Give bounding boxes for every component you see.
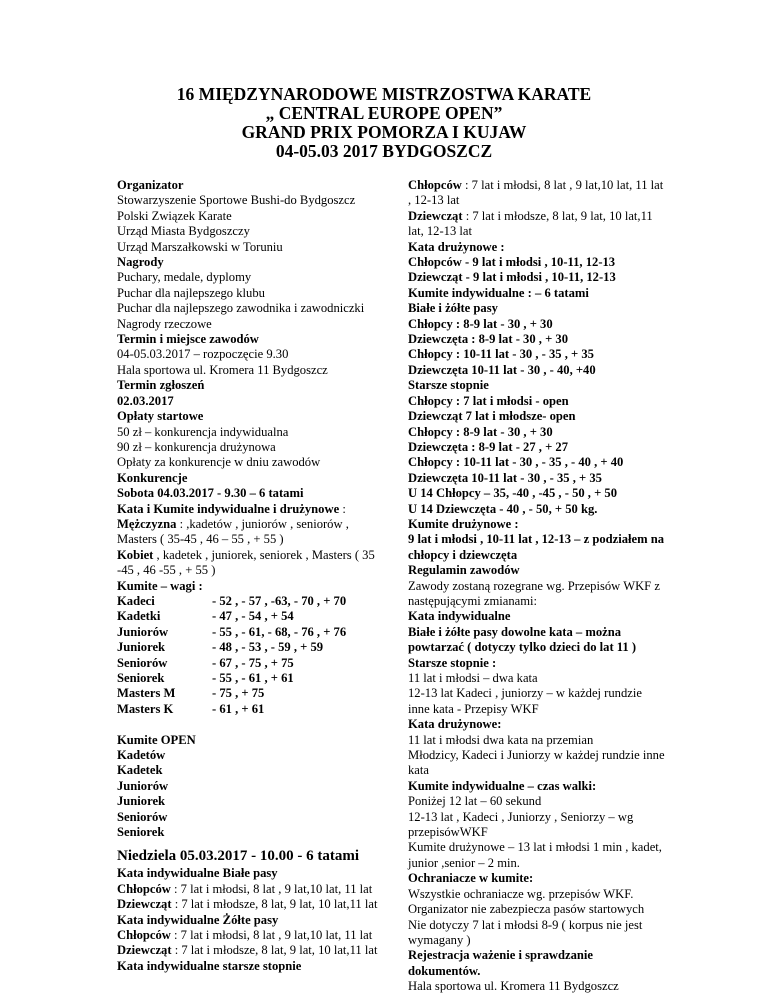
info-line: Termin i miejsce zawodów	[117, 332, 259, 347]
right-line: Młodzicy, Kadeci i Juniorzy w każdej rundzie inne	[408, 748, 665, 763]
right-line: 12-13 lat , Kadeci , Juniorzy , Seniorzy – wg	[408, 809, 634, 824]
title-line-2: „ CENTRAL EUROPE OPEN”	[265, 103, 503, 123]
category-label: Chłopców	[117, 881, 171, 896]
weight-row	[117, 702, 407, 717]
category-ages: : 7 lat i młodsi, 8 lat , 9 lat,10 lat, 11 lat	[170, 928, 373, 943]
info-line: Puchary, medale, dyplomy	[117, 270, 252, 285]
left-column	[117, 178, 407, 974]
info-line: Stowarzyszenie Sportowe Bushi-do Bydgoszcz	[117, 193, 356, 208]
right-line: Kata drużynowe :	[408, 239, 505, 254]
open-category: Seniorów	[117, 809, 168, 824]
right-line	[408, 178, 708, 193]
women-line	[117, 548, 407, 563]
weight-row	[117, 625, 407, 640]
open-category: Juniorek	[117, 794, 166, 809]
weight-classes: - 52 , - 57 , -63, - 70 , + 70	[212, 593, 347, 608]
weight-classes: - 61 , + 61	[212, 701, 265, 716]
right-line: Starsze stopnie :	[408, 655, 497, 670]
info-line: Urząd Miasta Bydgoszczy	[117, 224, 250, 239]
right-line: 9 lat i młodsi , 10-11 lat , 12-13 – z podziałem na	[408, 532, 665, 547]
category-ages: : 7 lat i młodsi, 8 lat , 9 lat,10 lat, 11 lat	[461, 178, 664, 192]
right-line: Starsze stopnie	[408, 378, 489, 393]
sunday-heading: Niedziela 05.03.2017 - 10.00 - 6 tatami	[117, 848, 360, 865]
category-ages: : 7 lat i młodsze, 8 lat, 9 lat, 10 lat,11	[462, 208, 653, 223]
category-label: Dziewcząt	[408, 208, 463, 223]
right-line: inne kata - Przepisy WKF	[408, 701, 539, 716]
sunday-schedule	[117, 866, 407, 974]
right-line: Dziewcząt - 9 lat i młodsi , 10-11, 12-13	[408, 270, 616, 285]
women-line-2: -45 , 46 -55 , + 55 )	[117, 563, 216, 578]
right-line: Białe i żółte pasy dowolne kata – można	[408, 624, 622, 639]
right-line: następującymi zmianami:	[408, 593, 538, 608]
sunday-line	[117, 928, 407, 943]
right-line: kata	[408, 763, 429, 778]
weight-category: Seniorek	[117, 671, 165, 685]
right-line: Chłopców - 9 lat i młodsi , 10-11, 12-13	[408, 255, 616, 270]
info-line: Puchar dla najlepszego klubu	[117, 285, 265, 300]
men-line	[117, 517, 407, 532]
right-line: Nie dotyczy 7 lat i młodsi 8-9 ( korpus nie jest	[408, 917, 643, 932]
weight-category: Kadeci	[117, 593, 155, 608]
info-line: Nagrody rzeczowe	[117, 316, 212, 331]
info-line: Opłaty za konkurencje w dniu zawodów	[117, 455, 321, 470]
right-line: Kumite indywidualne : – 6 tatami	[408, 285, 589, 300]
sunday-line: Kata indywidualne starsze stopnie	[117, 958, 302, 973]
right-line: Chłopcy : 8-9 lat - 30 , + 30	[408, 316, 553, 331]
open-category: Kadetów	[117, 748, 166, 763]
kumite-open-list	[117, 733, 407, 841]
weight-row	[117, 609, 407, 624]
women-label: Kobiet	[117, 547, 154, 562]
weight-classes: - 55 , - 61, - 68, - 76 , + 76	[212, 624, 347, 639]
category-ages: : 7 lat i młodsi, 8 lat , 9 lat,10 lat, 11 lat	[170, 881, 373, 896]
right-line: Regulamin zawodów	[408, 563, 520, 578]
right-line: Dziewczęta 10-11 lat - 30 , - 40, +40	[408, 362, 596, 377]
right-line: Rejestracja ważenie i sprawdzanie	[408, 948, 594, 963]
title-line-4: 04-05.03 2017 BYDGOSZCZ	[275, 141, 493, 161]
men-categories: : ,kadetów , juniorów , seniorów ,	[176, 516, 349, 531]
right-line: chłopcy i dziewczęta	[408, 547, 518, 562]
right-line: 11 lat i młodsi dwa kata na przemian	[408, 732, 594, 747]
weight-category: Juniorek	[117, 640, 166, 655]
weight-classes: - 47 , - 54 , + 54	[212, 609, 294, 624]
right-line: , 12-13 lat	[408, 193, 460, 208]
right-column	[408, 178, 708, 995]
category-label: Chłopców	[117, 928, 171, 943]
info-line: 50 zł – konkurencja indywidualna	[117, 424, 289, 439]
info-line: Sobota 04.03.2017 - 9.30 – 6 tatami	[117, 486, 304, 501]
right-line: Zawody zostaną rozegrane wg. Przepisów WKF z	[408, 578, 660, 593]
info-line: Nagrody	[117, 255, 164, 270]
info-line: Hala sportowa ul. Kromera 11 Bydgoszcz	[117, 362, 328, 377]
category-label: Dziewcząt	[117, 897, 172, 912]
open-category: Kadetek	[117, 763, 163, 778]
right-line: Dziewczęta : 8-9 lat - 27 , + 27	[408, 439, 568, 454]
weight-category: Masters M	[117, 686, 176, 701]
right-line: U 14 Chłopcy – 35, -40 , -45 , - 50 , + 50	[408, 486, 618, 501]
right-line: Dziewczęta 10-11 lat - 30 , - 35 , + 35	[408, 470, 602, 485]
weight-row	[117, 640, 407, 655]
right-line: lat, 12-13 lat	[408, 224, 473, 239]
right-line: Wszystkie ochraniacze wg. przepisów WKF.	[408, 886, 634, 901]
sunday-line	[117, 882, 407, 897]
info-line: 90 zł – konkurencja drużynowa	[117, 439, 276, 454]
right-line	[408, 209, 708, 224]
category-ages: : 7 lat i młodsze, 8 lat, 9 lat, 10 lat,11 lat	[171, 897, 378, 912]
men-line-2: Masters ( 35-45 , 46 – 55 , + 55 )	[117, 532, 284, 547]
right-line: Chłopcy : 10-11 lat - 30 , - 35 , + 35	[408, 347, 594, 362]
weight-row	[117, 671, 407, 686]
right-line: Białe i żółte pasy	[408, 301, 498, 316]
kata-kumite-line	[117, 502, 407, 517]
info-line: 04-05.03.2017 – rozpoczęcie 9.30	[117, 347, 289, 362]
open-category: Kumite OPEN	[117, 732, 196, 747]
kata-kumite-label: Kata i Kumite indywidualne i drużynowe	[117, 501, 340, 516]
info-line: Polski Związek Karate	[117, 208, 232, 223]
right-line: Poniżej 12 lat – 60 sekund	[408, 794, 542, 809]
weight-classes: - 48 , - 53 , - 59 , + 59	[212, 640, 324, 655]
sunday-line	[117, 897, 407, 912]
right-line: Kumite drużynowe – 13 lat i młodsi 1 min , kadet,	[408, 840, 662, 855]
left-info-block	[117, 178, 407, 502]
title-line-1: 16 MIĘDZYNARODOWE MISTRZOSTWA KARATE	[176, 84, 592, 104]
weight-row	[117, 656, 407, 671]
info-line: 02.03.2017	[117, 393, 174, 408]
right-line: U 14 Dziewczęta - 40 , - 50, + 50 kg.	[408, 501, 598, 516]
right-line: 12-13 lat Kadeci , juniorzy – w każdej rundzie	[408, 686, 642, 701]
open-category: Juniorów	[117, 778, 169, 793]
sunday-line	[117, 943, 407, 958]
right-line: dokumentów.	[408, 963, 481, 978]
open-category: Seniorek	[117, 825, 165, 840]
right-line: Organizator nie zabezpiecza pasów startowych	[408, 902, 645, 917]
right-line: Dziewcząt 7 lat i młodsze- open	[408, 409, 576, 424]
right-line: Kumite drużynowe :	[408, 516, 519, 531]
sunday-line: Kata indywidualne Żółte pasy	[117, 912, 279, 927]
info-line: Opłaty startowe	[117, 409, 204, 424]
men-label: Mężczyzna	[117, 516, 177, 531]
kumite-weights-heading: Kumite – wagi :	[117, 578, 203, 593]
right-line: 11 lat i młodsi – dwa kata	[408, 671, 538, 685]
weight-category: Kadetki	[117, 609, 161, 624]
weight-classes: - 75 , + 75	[212, 686, 265, 701]
document-title	[0, 85, 768, 161]
info-line: Urząd Marszałkowski w Toruniu	[117, 239, 283, 254]
weight-row	[117, 594, 407, 609]
right-line: przepisówWKF	[408, 825, 488, 840]
right-line: Chłopcy : 10-11 lat - 30 , - 35 , - 40 , + 40	[408, 455, 624, 470]
right-line: junior ,senior – 2 min.	[408, 855, 520, 870]
weights-table	[117, 594, 407, 717]
title-line-3: GRAND PRIX POMORZA I KUJAW	[241, 122, 527, 142]
right-line: Hala sportowa ul. Kromera 11 Bydgoszcz	[408, 979, 619, 994]
category-label: Dziewcząt	[117, 943, 172, 958]
category-ages: : 7 lat i młodsze, 8 lat, 9 lat, 10 lat,11 lat	[171, 943, 378, 958]
info-line: Konkurencje	[117, 470, 188, 485]
right-line: Chłopcy : 8-9 lat - 30 , + 30	[408, 424, 553, 439]
weight-classes: - 55 , - 61 , + 61	[212, 671, 294, 685]
weight-category: Seniorów	[117, 655, 168, 670]
women-categories: , kadetek , juniorek, seniorek , Masters ( 35	[153, 547, 375, 562]
kata-kumite-suffix: :	[339, 501, 346, 516]
info-line: Termin zgłoszeń	[117, 378, 205, 393]
weight-row	[117, 686, 407, 701]
sunday-line: Kata indywidualne Białe pasy	[117, 866, 278, 881]
right-line: Kata indywidualne	[408, 609, 511, 624]
right-line: wymagany )	[408, 932, 471, 947]
right-line: Ochraniacze w kumite:	[408, 871, 534, 886]
weight-category: Masters K	[117, 701, 174, 716]
right-line: Kata drużynowe:	[408, 717, 502, 732]
right-line: Chłopcy : 7 lat i młodsi - open	[408, 393, 569, 408]
weight-classes: - 67 , - 75 , + 75	[212, 655, 294, 670]
info-line: Organizator	[117, 178, 184, 192]
category-label: Chłopców	[408, 178, 462, 192]
right-line: powtarzać ( dotyczy tylko dzieci do lat 11 )	[408, 640, 637, 655]
weight-category: Juniorów	[117, 624, 169, 639]
right-line: Dziewczęta : 8-9 lat - 30 , + 30	[408, 332, 568, 347]
info-line: Puchar dla najlepszego zawodnika i zawodniczki	[117, 301, 365, 316]
right-line: Kumite indywidualne – czas walki:	[408, 778, 597, 793]
